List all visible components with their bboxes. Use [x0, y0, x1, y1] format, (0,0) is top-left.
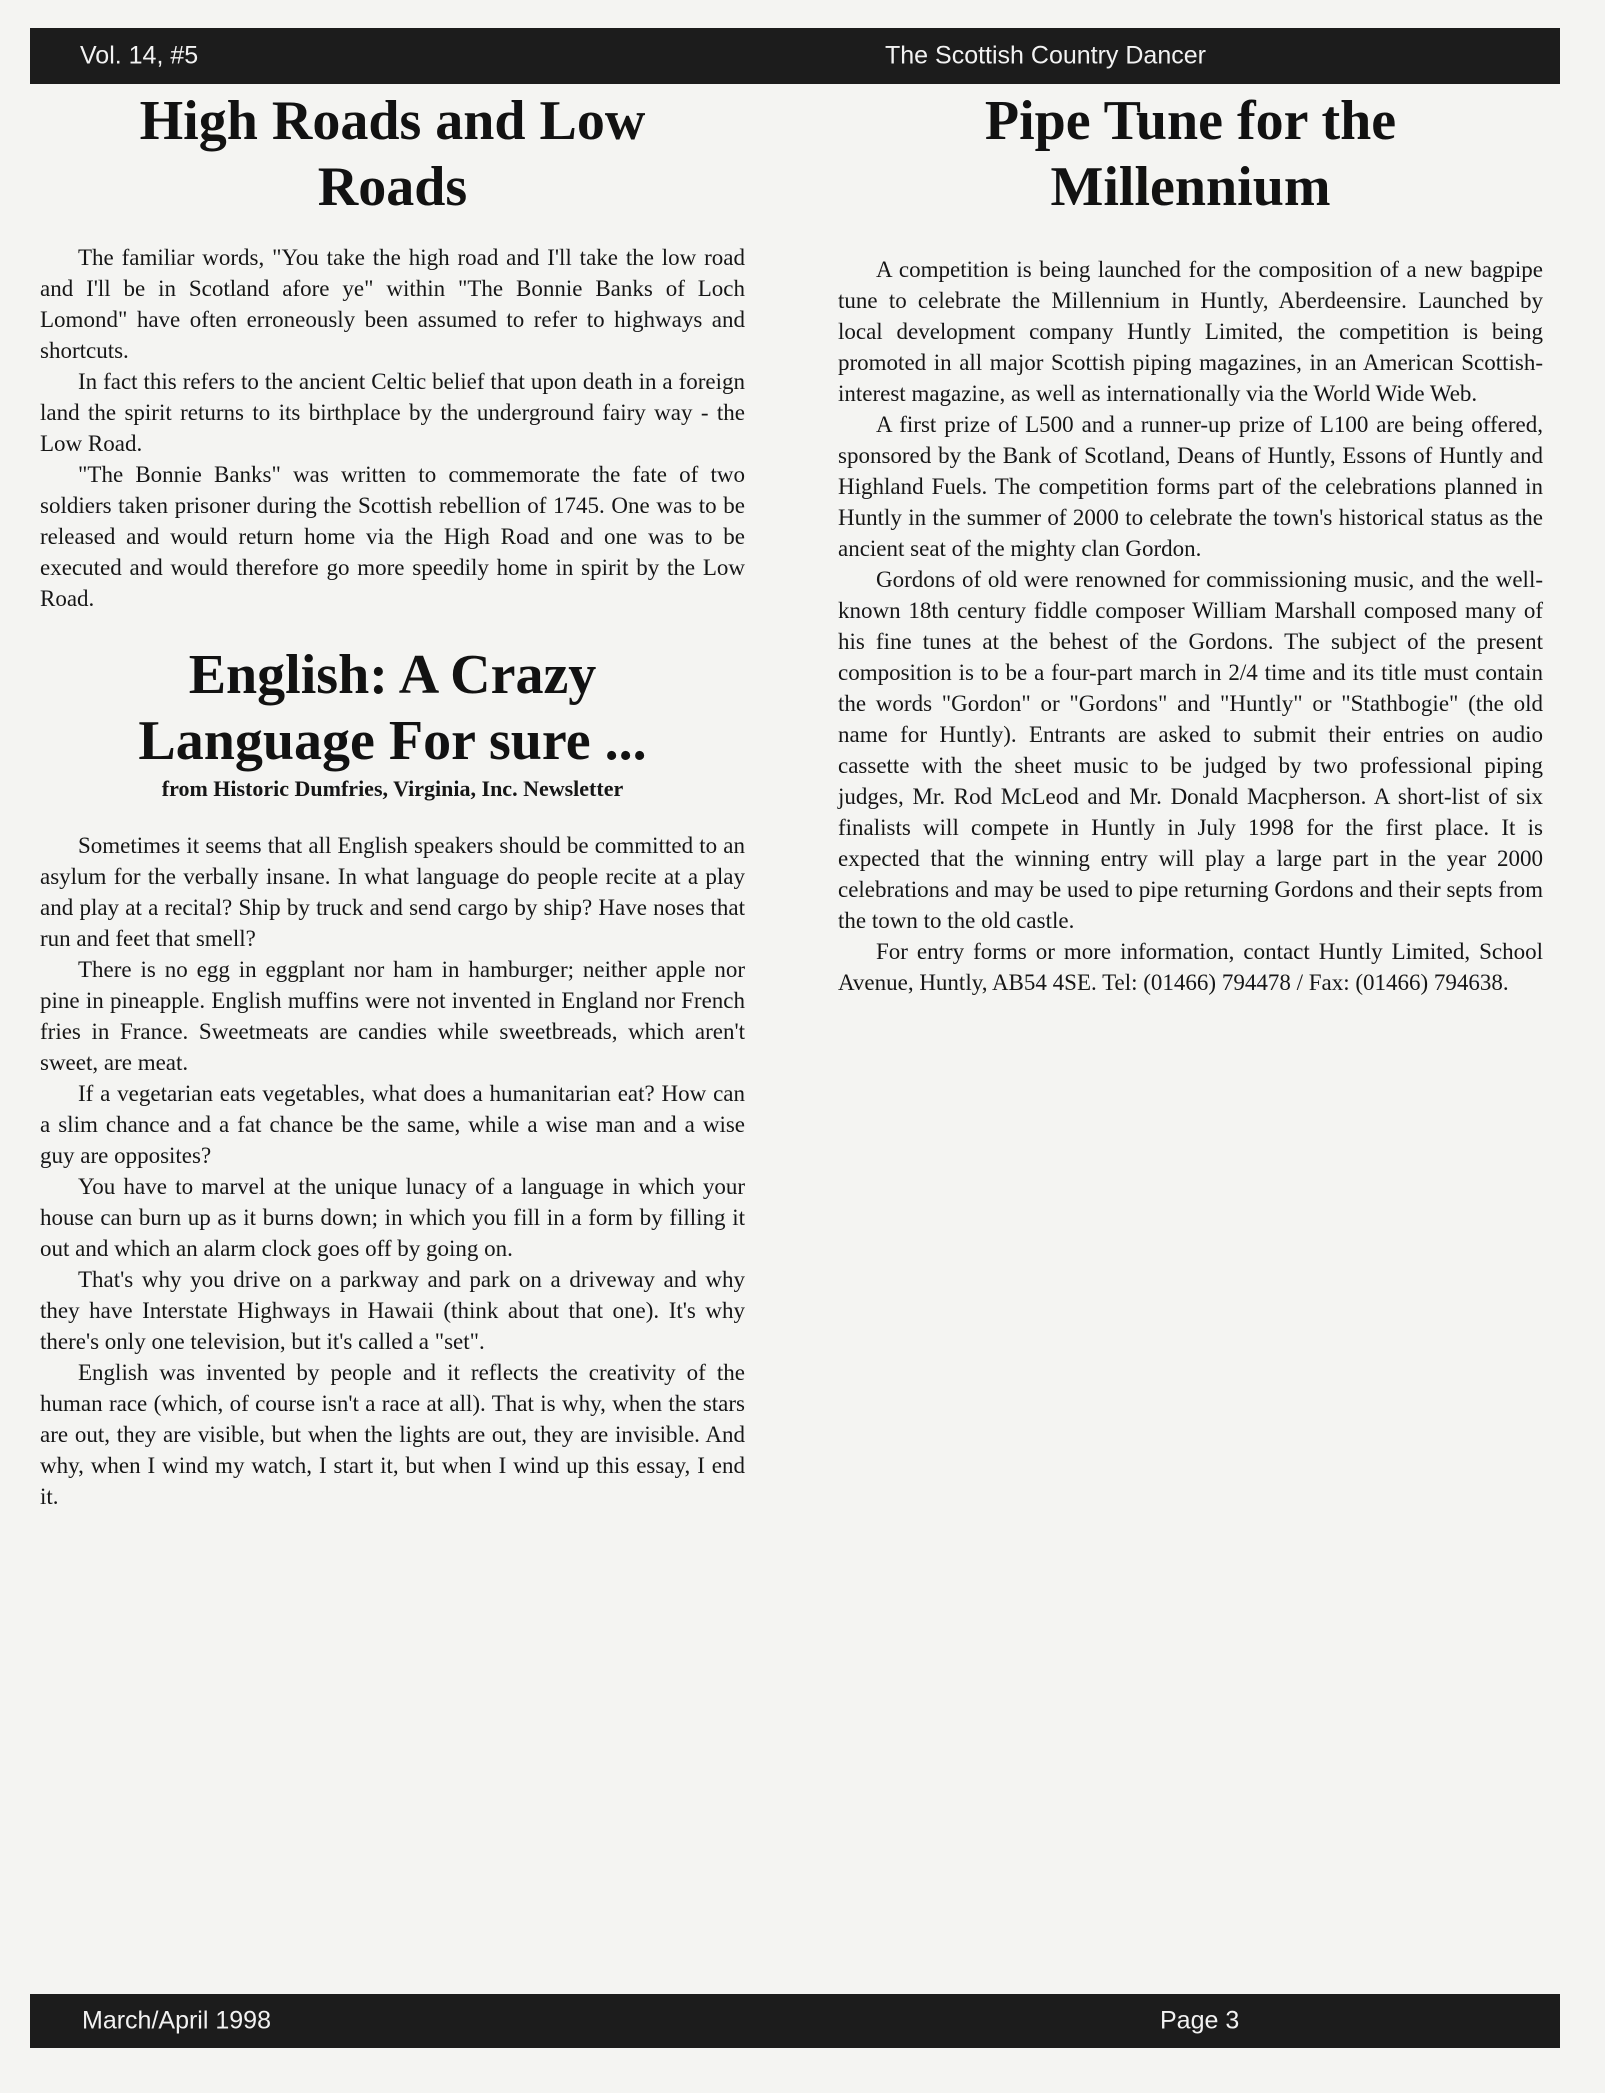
page-header — [30, 28, 1560, 84]
article-paragraph: A competition is being launched for the composition of a new bagpipe tune to celebrate the Millennium in Huntly, Aberdeensire. Launched by local development company Huntly Limited, the competition is being promoted in all major Scottish piping magazines, in an American Scottish-interest magazine, as well as internationally via the World Wide Web. — [838, 257, 1543, 406]
article-pipe-tune — [838, 88, 1543, 998]
article-paragraph: English was invented by people and it reflects the creativity of the human race (which, of course isn't a race at all). That is why, when the stars are out, they are visible, but when the lights are out, they are invisible. And why, when I wind my watch, I start it, but when I wind up this essay, I end it. — [40, 1360, 745, 1509]
article-byline: from Historic Dumfries, Virginia, Inc. Newsletter — [161, 776, 624, 801]
article-english-crazy-language — [40, 642, 745, 1512]
article-paragraph: In fact this refers to the ancient Celtic belief that upon death in a foreign land the spirit returns to its birthplace by the underground fairy way - the Low Road. — [40, 369, 745, 456]
page-footer — [30, 1994, 1560, 2048]
volume-label: Vol. 14, #5 — [80, 41, 199, 70]
article-paragraph: You have to marvel at the unique lunacy of a language in which your house can burn up as it burns down; in which you fill in a form by filling it out and which an alarm clock goes off by going on. — [40, 1174, 745, 1261]
article-paragraph: For entry forms or more information, contact Huntly Limited, School Avenue, Huntly, AB54 4SE. Tel: (01466) 794478 / Fax: (01466) 794638. — [838, 939, 1543, 995]
page-number: Page 3 — [1160, 2006, 1240, 2035]
article-paragraph: A first prize of L500 and a runner-up prize of L100 are being offered, sponsored by the Bank of Scotland, Deans of Huntly, Essons of Huntly and Highland Fuels. The competition forms part of the celebrations planned in Huntly in the summer of 2000 to celebrate the town's historical status as the ancient seat of the mighty clan Gordon. — [838, 412, 1543, 561]
left-column — [40, 88, 745, 1512]
article-title: High Roads and Low Roads — [139, 90, 646, 218]
article-title: English: A Crazy Language For sure ... — [138, 644, 647, 772]
article-paragraph: Sometimes it seems that all English speakers should be committed to an asylum for the verbally insane. In what language do people recite at a play and play at a recital? Ship by truck and send cargo by ship? Have noses that run and feet that smell? — [40, 833, 745, 951]
issue-date: March/April 1998 — [82, 2006, 271, 2035]
publication-title: The Scottish Country Dancer — [885, 41, 1206, 70]
article-paragraph: "The Bonnie Banks" was written to commemorate the fate of two soldiers taken prisoner during the Scottish rebellion of 1745. One was to be released and would return home via the High Road and one was to be executed and would therefore go more speedily home in spirit by the Low Road. — [40, 462, 745, 611]
article-paragraph: The familiar words, "You take the high road and I'll take the low road and I'll be in Scotland afore ye" within "The Bonnie Banks of Loch Lomond" have often erroneously been assumed to refer to highways and shortcuts. — [40, 245, 745, 363]
article-title: Pipe Tune for the Millennium — [984, 90, 1397, 218]
article-paragraph: That's why you drive on a parkway and park on a driveway and why they have Interstate Highways in Hawaii (think about that one). It's why there's only one television, but it's called a "set". — [40, 1267, 745, 1354]
right-column — [838, 88, 1543, 998]
article-paragraph: There is no egg in eggplant nor ham in hamburger; neither apple nor pine in pineapple. English muffins were not invented in England nor French fries in France. Sweetmeats are candies while sweetbreads, which aren't sweet, are meat. — [40, 957, 745, 1075]
article-paragraph: If a vegetarian eats vegetables, what does a humanitarian eat? How can a slim chance and a fat chance be the same, while a wise man and a wise guy are opposites? — [40, 1081, 745, 1168]
article-paragraph: Gordons of old were renowned for commissioning music, and the well-known 18th century fiddle composer William Marshall composed many of his fine tunes at the behest of the Gordons. The subject of the present composition is to be a four-part march in 2/4 time and its title must contain the words "Gordon" or "Gordons" and "Huntly" or "Stathbogie" (the old name for Huntly). Entrants are asked to submit their entries on audio cassette with the sheet music to be judged by two professional piping judges, Mr. Rod McLeod and Mr. Donald Macpherson. A short-list of six finalists will compete in Huntly in July 1998 for the first place. It is expected that the winning entry will play a large part in the year 2000 celebrations and may be used to pipe returning Gordons and their septs from the town to the old castle. — [838, 567, 1543, 933]
article-high-roads — [40, 88, 745, 614]
